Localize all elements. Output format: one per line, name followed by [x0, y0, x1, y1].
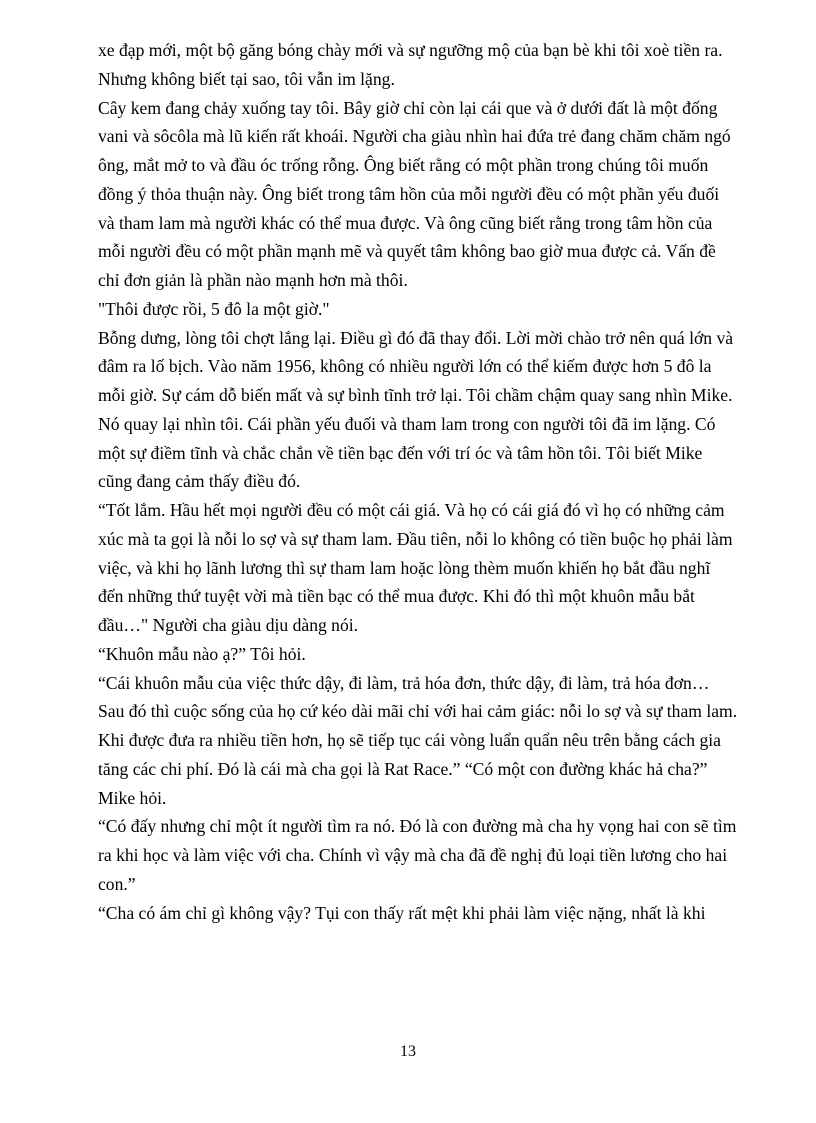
text-line: "Thôi được rồi, 5 đô la một giờ." [98, 298, 330, 319]
text-line: con.” [98, 873, 136, 894]
text-line: Mike hỏi. [98, 787, 167, 808]
text-line: “Tốt lắm. Hầu hết mọi người đều có một cái giá. Và họ có cái giá đó vì họ có những cảm [98, 500, 725, 520]
text-line: đầu…" Người cha giàu dịu dàng nói. [98, 615, 359, 635]
text-line: việc, và khi họ lãnh lương thì sự tham lam hoặc lòng thèm muốn khiến họ bắt đầu nghĩ [98, 557, 711, 578]
text-line: vani và sôcôla mà lũ kiến rất khoái. Người cha giàu nhìn hai đứa trẻ đang chăm chăm ngó [98, 126, 731, 147]
text-line: đâm ra lố bịch. Vào năm 1956, không có nhiều người lớn có thể kiếm được hơn 5 đô la [98, 356, 712, 377]
page-number: 13 [400, 1043, 416, 1060]
text-line: Khi được đưa ra nhiều tiền hơn, họ sẽ tiếp tục cái vòng luẩn quẩn nêu trên bằng cách gia [98, 730, 721, 750]
text-line: “Có đấy nhưng chỉ một ít người tìm ra nó. Đó là con đường mà cha hy vọng hai con sẽ tìm [98, 816, 737, 837]
text-line: ra khi học và làm việc với cha. Chính vì vậy mà cha đã đề nghị đủ loại tiền lương cho hai [98, 845, 728, 865]
text-line: Cây kem đang chảy xuống tay tôi. Bây giờ chỉ còn lại cái que và ở dưới đất là một đống [98, 97, 718, 118]
text-line: mỗi giờ. Sự cám dỗ biến mất và sự bình tĩnh trở lại. Tôi chầm chậm quay sang nhìn Mike. [98, 385, 733, 405]
text-line: Nhưng không biết tại sao, tôi vẫn im lặng. [98, 68, 395, 89]
text-line: “Cha có ám chỉ gì không vậy? Tụi con thấy rất mệt khi phải làm việc nặng, nhất là khi [98, 902, 706, 923]
text-line: đồng ý thỏa thuận này. Ông biết trong tâm hồn của mỗi người đều có một phần yếu đuối [98, 183, 720, 204]
text-line: tăng các chi phí. Đó là cái mà cha gọi là Rat Race.” “Có một con đường khác hả cha?” [98, 758, 708, 779]
text-line: “Khuôn mẫu nào ạ?” Tôi hỏi. [98, 643, 306, 664]
text-line: Bỗng dưng, lòng tôi chợt lắng lại. Điều gì đó đã thay đổi. Lời mời chào trở nên quá lớn và [98, 327, 734, 348]
text-line: ông, mắt mở to và đầu óc trống rỗng. Ông biết rằng có một phần trong chúng tôi muốn [98, 155, 709, 175]
text-line: Sau đó thì cuộc sống của họ cứ kéo dài mãi chỉ với hai cảm giác: nỗi lo sợ và sự tham lam. [98, 701, 738, 722]
text-line: xúc mà ta gọi là nỗi lo sợ và sự tham lam. Đầu tiên, nỗi lo không có tiền buộc họ phải làm [98, 528, 733, 549]
text-line: xe đạp mới, một bộ găng bóng chày mới và sự ngưỡng mộ của bạn bè khi tôi xoè tiền ra. [98, 40, 723, 60]
text-line: một sự điềm tĩnh và chắc chắn về tiền bạc đến với trí óc và tâm hồn tôi. Tôi biết Mike [98, 442, 703, 463]
text-line: và tham lam mà người khác có thể mua được. Và ông cũng biết rằng trong tâm hồn của [98, 212, 713, 233]
text-line: Nó quay lại nhìn tôi. Cái phần yếu đuối và tham lam trong con người tôi đã im lặng. Có [98, 413, 716, 434]
text-line: chỉ đơn giản là phần nào mạnh hơn mà thôi. [98, 270, 408, 290]
text-line: mỗi người đều có một phần mạnh mẽ và quyết tâm không bao giờ mua được cả. Vấn đề [98, 241, 716, 262]
text-line: đến những thứ tuyệt vời mà tiền bạc có thể mua được. Khi đó thì một khuôn mẫu bắt [98, 586, 695, 607]
body-text [98, 36, 796, 927]
text-line: “Cái khuôn mẫu của việc thức dậy, đi làm, trả hóa đơn, thức dậy, đi làm, trả hóa đơn… [98, 672, 710, 693]
text-line: cũng đang cảm thấy điều đó. [98, 471, 301, 492]
